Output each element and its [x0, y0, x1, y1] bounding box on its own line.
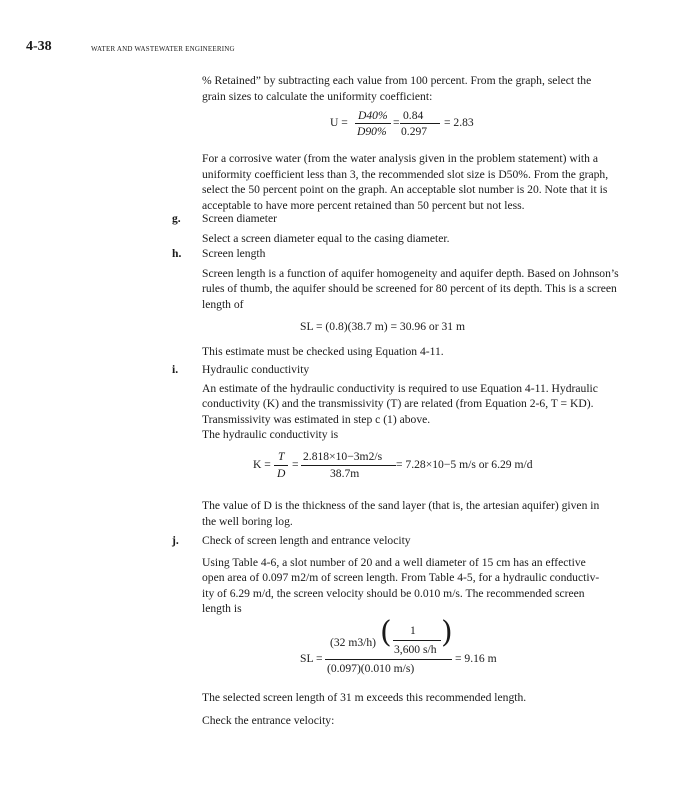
intro-text	[202, 73, 642, 104]
paragraph-line: select the 50 percent point on the graph. An acceptable slot number is 20. Note that it is	[202, 183, 608, 196]
paragraph-line: uniformity coefficient less than 3, the recommended slot size is D50%. From the graph,	[202, 167, 609, 181]
eq-u-num-sym: D40%	[358, 109, 388, 122]
step-i	[172, 362, 642, 443]
eq-u-bar-1	[355, 123, 391, 124]
eq-k-den1: D	[277, 467, 286, 480]
step-title: Hydraulic conductivity	[202, 363, 310, 376]
step-letter: h.	[172, 247, 182, 260]
eq-u-lhs: U =	[330, 116, 348, 129]
step-body-line: Using Table 4-6, a slot number of 20 and a well diameter of 15 cm has an effective	[202, 555, 586, 569]
eq-k-equals: =	[292, 458, 299, 471]
paragraph-line: For a corrosive water (from the water analysis given in the problem statement) with a	[202, 152, 598, 165]
step-i-after	[202, 498, 642, 529]
step-title: Screen length	[202, 247, 266, 260]
eq-k-num2: 2.818×10−3m2/s	[303, 450, 383, 463]
step-body-line: open area of 0.097 m2/m of screen length. From Table 4-5, for a hydraulic conductiv-	[202, 571, 600, 584]
eq-sl-inner-bar	[393, 640, 441, 641]
eq-k-den2: 38.7m	[330, 467, 360, 480]
eq-u-den-val: 0.297	[401, 125, 428, 138]
eq-k-lhs: K =	[253, 458, 271, 471]
eq-sl-inner-num: 1	[410, 624, 416, 637]
eq-sl-result: = 9.16 m	[455, 652, 497, 665]
eq-k-bar-2	[301, 465, 396, 466]
eq-sl-main-bar	[325, 659, 452, 660]
step-h-after: This estimate must be checked using Equation 4-11.	[202, 345, 444, 358]
paragraph-corrosive	[202, 151, 642, 213]
step-letter: i.	[172, 363, 179, 376]
page-number: 4-38	[26, 39, 52, 54]
eq-sl-den: (0.097)(0.010 m/s)	[327, 662, 415, 675]
eq-u-result: = 2.83	[444, 116, 474, 129]
step-h	[172, 246, 642, 312]
paragraph-line: The value of D is the thickness of the sand layer (that is, the artesian aquifer) given in	[202, 499, 600, 512]
step-body: Select a screen diameter equal to the casing diameter.	[202, 231, 450, 245]
eq-sl-num-a: (32 m3/h)	[330, 636, 377, 649]
step-j-after-1: The selected screen length of 31 m exceeds this recommended length.	[202, 691, 527, 704]
step-title: Check of screen length and entrance velocity	[202, 534, 411, 547]
eq-k-bar-1	[274, 465, 288, 466]
step-letter: g.	[172, 212, 181, 225]
eq-sl-inner-den: 3,600 s/h	[394, 643, 437, 656]
step-body-line: rules of thumb, the aquifer should be screened for 80 percent of its depth. This is a screen	[202, 282, 617, 295]
right-paren: )	[441, 615, 453, 650]
step-j-after-2: Check the entrance velocity:	[202, 714, 335, 727]
step-body-line: An estimate of the hydraulic conductivity is required to use Equation 4-11. Hydraulic	[202, 381, 598, 395]
paragraph-line: acceptable to have more percent retained than 50 percent but not less.	[202, 198, 525, 212]
step-body-line: Screen length is a function of aquifer homogeneity and aquifer depth. Based on Johnson’s	[202, 266, 619, 280]
eq-u-den-sym: D90%	[357, 125, 387, 138]
step-title: Screen diameter	[202, 212, 277, 225]
step-body-line: length is	[202, 602, 242, 615]
eq-k-num1: T	[278, 450, 285, 463]
step-body-line: Transmissivity was estimated in step c (1) above.	[202, 412, 431, 426]
step-letter: j.	[172, 534, 179, 547]
step-body-line: conductivity (K) and the transmissivity (T) are related (from Equation 2-6, T = KD).	[202, 397, 594, 410]
eq-sl-lhs: SL =	[300, 652, 323, 665]
step-body-line: The hydraulic conductivity is	[202, 428, 339, 441]
running-title: WATER AND WASTEWATER ENGINEERING	[91, 45, 235, 53]
eq-u-equals: =	[393, 116, 400, 129]
paragraph-line: the well boring log.	[202, 514, 293, 528]
intro-line: grain sizes to calculate the uniformity coefficient:	[202, 89, 433, 103]
left-paren: (	[380, 615, 392, 650]
intro-line: % Retained” by subtracting each value from 100 percent. From the graph, select the	[202, 74, 592, 87]
step-j	[172, 533, 642, 617]
eq-u-bar-2	[400, 123, 440, 124]
step-body-line: ity of 6.29 m/d, the screen velocity should be 0.010 m/s. The recommended screen	[202, 586, 585, 600]
step-g	[172, 211, 642, 246]
step-body-line: length of	[202, 297, 244, 311]
eq-u-num-val: 0.84	[403, 109, 424, 122]
eq-k-result: = 7.28×10−5 m/s or 6.29 m/d	[396, 458, 533, 471]
equation-screen-length: SL = (0.8)(38.7 m) = 30.96 or 31 m	[300, 320, 465, 333]
